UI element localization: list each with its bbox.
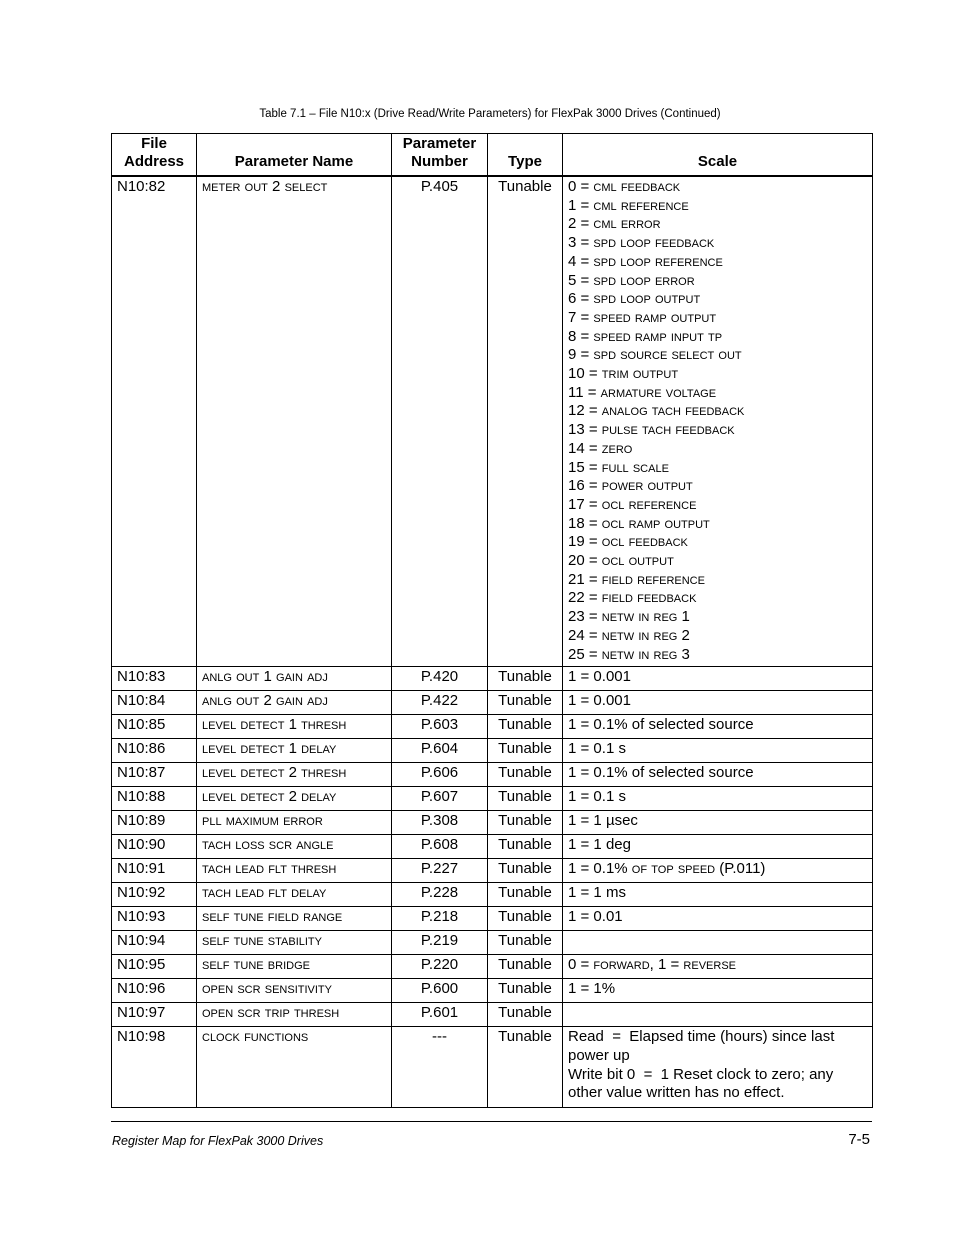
- header-type: Type: [488, 134, 563, 177]
- footer-title: Register Map for FlexPak 3000 Drives: [112, 1134, 324, 1148]
- table-row: [112, 739, 873, 763]
- file-address-cell: N10:95: [112, 955, 197, 979]
- file-address-cell: N10:89: [112, 811, 197, 835]
- parameter-name-cell: [197, 176, 392, 667]
- register-table: [111, 133, 873, 1108]
- file-address-cell: N10:98: [112, 1027, 197, 1108]
- parameter-name: level detect 2 delay: [202, 788, 337, 806]
- scale-cell: 1 = 0.1% of selected source: [563, 763, 873, 787]
- parameter-number-cell: P.227: [392, 859, 488, 883]
- parameter-name: self tune stability: [202, 932, 322, 950]
- parameter-number-cell: P.608: [392, 835, 488, 859]
- parameter-name-cell: [197, 763, 392, 787]
- scale-cell: 1 = 1 ms: [563, 883, 873, 907]
- type-cell: Tunable: [488, 176, 563, 667]
- parameter-name-cell: [197, 715, 392, 739]
- table-row: [112, 955, 873, 979]
- parameter-number-cell: P.218: [392, 907, 488, 931]
- type-cell: Tunable: [488, 715, 563, 739]
- parameter-number-cell: P.422: [392, 691, 488, 715]
- table-row: [112, 883, 873, 907]
- scale-cell: 1 = 1 deg: [563, 835, 873, 859]
- scale-write-text: Write bit 0 = 1 Reset clock to zero; any other value written has no effect.: [568, 1065, 838, 1102]
- type-cell: Tunable: [488, 787, 563, 811]
- parameter-name-cell: [197, 979, 392, 1003]
- scale-line: 19 = ocl feedback: [568, 533, 688, 551]
- parameter-number-cell: P.219: [392, 931, 488, 955]
- type-cell: Tunable: [488, 835, 563, 859]
- scale-line: 9 = spd source select out: [568, 346, 742, 364]
- parameter-number-cell: P.601: [392, 1003, 488, 1027]
- scale-line: 3 = spd loop feedback: [568, 234, 715, 252]
- parameter-name: open scr sensitivity: [202, 980, 332, 998]
- scale-line: 11 = armature voltage: [568, 383, 717, 401]
- scale-line: 5 = spd loop error: [568, 271, 695, 289]
- table-header-row: [112, 134, 873, 177]
- scale-line: 23 = netw in reg 1: [568, 608, 690, 626]
- parameter-name: level detect 1 delay: [202, 740, 337, 758]
- scale-line: 2 = cml error: [568, 215, 661, 233]
- table-row: [112, 787, 873, 811]
- header-parameter-name: Parameter Name: [197, 134, 392, 177]
- parameter-number-cell: P.603: [392, 715, 488, 739]
- scale-line: 6 = spd loop output: [568, 290, 701, 308]
- file-address-cell: N10:86: [112, 739, 197, 763]
- parameter-name-cell: [197, 859, 392, 883]
- parameter-name-cell: [197, 739, 392, 763]
- parameter-name: level detect 2 thresh: [202, 764, 347, 782]
- type-cell: Tunable: [488, 1027, 563, 1108]
- scale-line: 18 = ocl ramp output: [568, 514, 710, 532]
- table-row: [112, 979, 873, 1003]
- scale-line: 14 = zero: [568, 439, 633, 457]
- scale-cell: 1 = 1%: [563, 979, 873, 1003]
- scale-line: 15 = full scale: [568, 458, 669, 476]
- parameter-number-cell: P.405: [392, 176, 488, 667]
- type-cell: Tunable: [488, 667, 563, 691]
- file-address-cell: N10:97: [112, 1003, 197, 1027]
- table-body: [112, 176, 873, 1108]
- scale-cell: 1 = 0.1 s: [563, 739, 873, 763]
- parameter-name: open scr trip thresh: [202, 1004, 340, 1022]
- file-address-cell: N10:90: [112, 835, 197, 859]
- table-row: [112, 859, 873, 883]
- type-cell: Tunable: [488, 955, 563, 979]
- table-row: [112, 176, 873, 667]
- scale-line: 24 = netw in reg 2: [568, 626, 690, 644]
- parameter-number-cell: P.220: [392, 955, 488, 979]
- table-row: [112, 835, 873, 859]
- scale-cell: 1 = 0.1% of selected source: [563, 715, 873, 739]
- type-cell: Tunable: [488, 859, 563, 883]
- scale-cell: [563, 931, 873, 955]
- file-address-cell: N10:82: [112, 176, 197, 667]
- parameter-name: clock functions: [202, 1028, 309, 1046]
- file-address-cell: N10:91: [112, 859, 197, 883]
- parameter-name-cell: [197, 811, 392, 835]
- parameter-name: tach lead flt delay: [202, 884, 327, 902]
- table-row: [112, 715, 873, 739]
- scale-cell: [563, 1003, 873, 1027]
- parameter-number-cell: ---: [392, 1027, 488, 1108]
- scale-line: 8 = speed ramp input tp: [568, 327, 723, 345]
- scale-line: 17 = ocl reference: [568, 495, 697, 513]
- file-address-cell: N10:83: [112, 667, 197, 691]
- scale-read-text: Read = Elapsed time (hours) since last power up: [568, 1028, 839, 1064]
- parameter-number-cell: P.600: [392, 979, 488, 1003]
- scale-cell: 1 = 0.01: [563, 907, 873, 931]
- type-cell: Tunable: [488, 763, 563, 787]
- type-cell: Tunable: [488, 811, 563, 835]
- parameter-name: meter out 2 select: [202, 178, 328, 195]
- scale-cell: 1 = 1 µsec: [563, 811, 873, 835]
- scale-line: 13 = pulse tach feedback: [568, 421, 735, 439]
- parameter-name: self tune field range: [202, 908, 343, 926]
- parameter-name-cell: [197, 667, 392, 691]
- page-number: 7-5: [848, 1131, 870, 1148]
- parameter-name-cell: [197, 907, 392, 931]
- parameter-name: level detect 1 thresh: [202, 716, 347, 734]
- parameter-name: anlg out 1 gain adj: [202, 668, 328, 686]
- scale-cell: 1 = 0.001: [563, 691, 873, 715]
- table-row: [112, 811, 873, 835]
- scale-cell: [563, 176, 873, 667]
- parameter-name-cell: [197, 835, 392, 859]
- table-row: [112, 667, 873, 691]
- parameter-number-cell: P.308: [392, 811, 488, 835]
- parameter-name-cell: [197, 691, 392, 715]
- parameter-name: anlg out 2 gain adj: [202, 692, 328, 710]
- header-file-address: File Address: [112, 134, 197, 177]
- parameter-name-cell: [197, 955, 392, 979]
- parameter-name-cell: [197, 883, 392, 907]
- table-row: [112, 907, 873, 931]
- scale-line: 22 = field feedback: [568, 589, 697, 607]
- header-scale: Scale: [563, 134, 873, 177]
- file-address-cell: N10:88: [112, 787, 197, 811]
- scale-cell: 1 = 0.001: [563, 667, 873, 691]
- scale-line: 10 = trim output: [568, 365, 679, 383]
- parameter-number-cell: P.604: [392, 739, 488, 763]
- parameter-name-cell: [197, 931, 392, 955]
- parameter-name: pll maximum error: [202, 812, 323, 830]
- file-address-cell: N10:84: [112, 691, 197, 715]
- table-row: [112, 763, 873, 787]
- scale-line: 20 = ocl output: [568, 552, 674, 570]
- parameter-name-cell: [197, 1027, 392, 1108]
- scale-line: 16 = power output: [568, 477, 693, 495]
- file-address-cell: N10:87: [112, 763, 197, 787]
- type-cell: Tunable: [488, 931, 563, 955]
- parameter-number-cell: P.420: [392, 667, 488, 691]
- parameter-number-cell: P.607: [392, 787, 488, 811]
- table-row: [112, 931, 873, 955]
- scale-cell: 1 = 0.1 s: [563, 787, 873, 811]
- scale-line: 25 = netw in reg 3: [568, 645, 690, 663]
- scale-line: 7 = speed ramp output: [568, 308, 717, 326]
- table-row: [112, 691, 873, 715]
- scale-line: 21 = field reference: [568, 570, 705, 588]
- parameter-number-cell: P.228: [392, 883, 488, 907]
- table-caption: Table 7.1 – File N10:x (Drive Read/Write Parameters) for FlexPak 3000 Drives (Continued): [259, 108, 721, 120]
- type-cell: Tunable: [488, 907, 563, 931]
- scale-line: 12 = analog tach feedback: [568, 402, 745, 420]
- parameter-name-cell: [197, 1003, 392, 1027]
- scale-line: 1 = cml reference: [568, 196, 689, 214]
- footer-rule: [111, 1121, 872, 1122]
- scale-text: 0 = forward, 1 = reverse: [568, 956, 737, 974]
- parameter-name: tach loss scr angle: [202, 836, 334, 854]
- scale-cell: [563, 955, 873, 979]
- parameter-name: tach lead flt thresh: [202, 860, 337, 878]
- header-parameter-number: Parameter Number: [392, 134, 488, 177]
- parameter-number-cell: P.606: [392, 763, 488, 787]
- type-cell: Tunable: [488, 691, 563, 715]
- type-cell: Tunable: [488, 739, 563, 763]
- file-address-cell: N10:93: [112, 907, 197, 931]
- scale-text: 1 = 0.1% of top speed (P.011): [568, 860, 766, 878]
- table-row: [112, 1027, 873, 1108]
- type-cell: Tunable: [488, 979, 563, 1003]
- scale-cell: [563, 1027, 873, 1108]
- file-address-cell: N10:92: [112, 883, 197, 907]
- parameter-name-cell: [197, 787, 392, 811]
- scale-line: 4 = spd loop reference: [568, 252, 723, 270]
- file-address-cell: N10:94: [112, 931, 197, 955]
- type-cell: Tunable: [488, 883, 563, 907]
- file-address-cell: N10:96: [112, 979, 197, 1003]
- parameter-name: self tune bridge: [202, 956, 310, 974]
- type-cell: Tunable: [488, 1003, 563, 1027]
- file-address-cell: N10:85: [112, 715, 197, 739]
- scale-line: 0 = cml feedback: [568, 178, 681, 195]
- table-row: [112, 1003, 873, 1027]
- scale-cell: [563, 859, 873, 883]
